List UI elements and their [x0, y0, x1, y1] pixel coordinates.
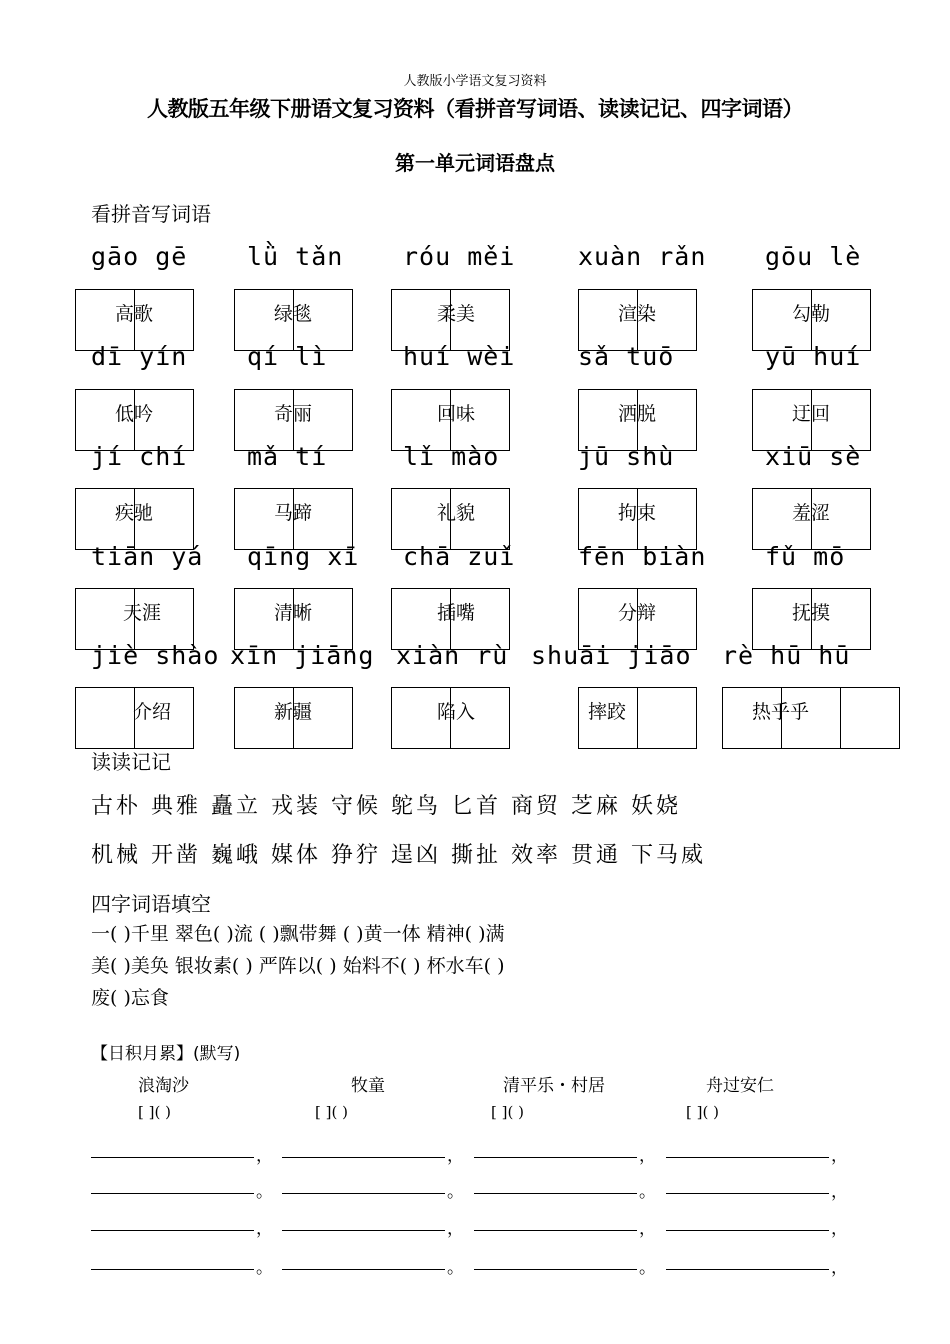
- answer-word: 新疆: [274, 701, 313, 723]
- line-punctuation: 。: [639, 1258, 656, 1278]
- writing-line[interactable]: [91, 1269, 254, 1270]
- pinyin-label: xiū sè: [765, 442, 862, 471]
- pinyin-label: qí lì: [247, 342, 328, 371]
- answer-word: 绿毯: [274, 303, 313, 325]
- writing-line[interactable]: [666, 1157, 829, 1158]
- writing-line[interactable]: [666, 1230, 829, 1231]
- answer-word: 奇丽: [274, 403, 313, 425]
- writing-box[interactable]: [722, 687, 900, 749]
- answer-word: 迂回: [792, 403, 831, 425]
- answer-word: 洒脱: [618, 403, 657, 425]
- answer-word: 分辩: [618, 602, 657, 624]
- pinyin-label: xīn jiāng: [230, 641, 375, 670]
- idiom-section-title: 四字词语填空: [91, 892, 211, 916]
- writing-line[interactable]: [474, 1269, 637, 1270]
- answer-word: 抚摸: [792, 602, 831, 624]
- accumulate-section-title: 【日积月累】(默写): [91, 1044, 241, 1064]
- line-punctuation: ，: [639, 1146, 656, 1166]
- writing-line[interactable]: [666, 1193, 829, 1194]
- answer-word: 天涯: [123, 602, 162, 624]
- answer-word: 马蹄: [274, 502, 313, 524]
- line-punctuation: ，: [831, 1146, 848, 1166]
- line-punctuation: 。: [256, 1182, 273, 1202]
- pinyin-label: yū huí: [765, 342, 862, 371]
- answer-word: 勾勒: [792, 303, 831, 325]
- line-punctuation: ，: [639, 1219, 656, 1239]
- read-row-2: 机械 开凿 巍峨 媒体 狰狞 逞凶 撕扯 效率 贯通 下马威: [91, 843, 706, 868]
- poem-title: 牧童: [351, 1076, 385, 1096]
- poem-title: 舟过安仁: [706, 1076, 774, 1096]
- answer-word: 渲染: [618, 303, 657, 325]
- page-header: 人教版小学语文复习资料: [403, 74, 547, 89]
- answer-word: 热乎乎: [752, 701, 810, 723]
- writing-cell[interactable]: [638, 688, 696, 748]
- poem-title: 清平乐・村居: [503, 1076, 605, 1096]
- pinyin-label: fēn biàn: [578, 542, 707, 571]
- writing-line[interactable]: [282, 1269, 445, 1270]
- writing-cell[interactable]: [76, 688, 135, 748]
- poem-author-bracket[interactable]: [ ]( ): [315, 1103, 348, 1121]
- line-punctuation: ，: [447, 1146, 464, 1166]
- line-punctuation: 。: [256, 1258, 273, 1278]
- line-punctuation: 。: [447, 1182, 464, 1202]
- writing-line[interactable]: [666, 1269, 829, 1270]
- read-section-title: 读读记记: [91, 750, 171, 774]
- pinyin-label: xuàn rǎn: [578, 242, 707, 271]
- answer-word: 回味: [437, 403, 476, 425]
- line-punctuation: 。: [639, 1182, 656, 1202]
- line-punctuation: 。: [447, 1258, 464, 1278]
- writing-line[interactable]: [474, 1157, 637, 1158]
- pinyin-label: huí wèi: [403, 342, 516, 371]
- pinyin-label: jí chí: [91, 442, 188, 471]
- writing-line[interactable]: [474, 1193, 637, 1194]
- answer-word: 陷入: [437, 701, 476, 723]
- writing-line[interactable]: [91, 1193, 254, 1194]
- line-punctuation: ，: [831, 1219, 848, 1239]
- answer-word: 拘束: [618, 502, 657, 524]
- pinyin-label: lǜ tǎn: [247, 242, 344, 271]
- answer-word: 高歌: [115, 303, 154, 325]
- pinyin-label: fǔ mō: [765, 542, 846, 571]
- pinyin-label: sǎ tuō: [578, 342, 675, 371]
- pinyin-label: chā zuǐ: [403, 542, 516, 571]
- answer-word: 疾驰: [115, 502, 154, 524]
- pinyin-label: dī yín: [91, 342, 188, 371]
- writing-line[interactable]: [282, 1193, 445, 1194]
- line-punctuation: ，: [831, 1258, 848, 1278]
- poem-author-bracket[interactable]: [ ]( ): [491, 1103, 524, 1121]
- line-punctuation: ，: [831, 1182, 848, 1202]
- poem-author-bracket[interactable]: [ ]( ): [686, 1103, 719, 1121]
- answer-word: 羞涩: [792, 502, 831, 524]
- writing-line[interactable]: [91, 1230, 254, 1231]
- poem-author-bracket[interactable]: [ ]( ): [138, 1103, 171, 1121]
- answer-word: 摔跤: [588, 701, 627, 723]
- pinyin-label: mǎ tí: [247, 442, 328, 471]
- writing-line[interactable]: [282, 1157, 445, 1158]
- idiom-row-1: 一( )千里 翠色( )流 ( )飘带舞 ( )黄一体 精神( )满: [91, 923, 505, 945]
- line-punctuation: ，: [256, 1146, 273, 1166]
- pinyin-label: jū shù: [578, 442, 675, 471]
- writing-line[interactable]: [91, 1157, 254, 1158]
- writing-cell[interactable]: [841, 688, 899, 748]
- pinyin-section-title: 看拼音写词语: [91, 202, 211, 226]
- pinyin-label: gōu lè: [765, 242, 862, 271]
- idiom-row-2: 美( )美奂 银妆素( ) 严阵以( ) 始料不( ) 杯水车( ): [91, 955, 505, 977]
- pinyin-label: rè hū hū: [722, 641, 851, 670]
- line-punctuation: ，: [256, 1219, 273, 1239]
- line-punctuation: ，: [447, 1219, 464, 1239]
- read-row-1: 古朴 典雅 矗立 戎装 守候 鸵鸟 匕首 商贸 芝麻 妖娆: [91, 794, 681, 819]
- pinyin-label: lǐ mào: [403, 442, 500, 471]
- answer-word: 低吟: [115, 403, 154, 425]
- pinyin-label: jiè shào: [91, 641, 220, 670]
- pinyin-label: tiān yá: [91, 542, 204, 571]
- page-title: 人教版五年级下册语文复习资料（看拼音写词语、读读记记、四字词语）: [147, 97, 803, 121]
- idiom-row-3: 废( )忘食: [91, 987, 169, 1009]
- pinyin-label: gāo gē: [91, 242, 188, 271]
- writing-line[interactable]: [474, 1230, 637, 1231]
- answer-word: 清晰: [274, 602, 313, 624]
- answer-word: 柔美: [437, 303, 476, 325]
- writing-line[interactable]: [282, 1230, 445, 1231]
- pinyin-label: qīng xī: [247, 542, 360, 571]
- pinyin-label: róu měi: [403, 242, 516, 271]
- pinyin-label: shuāi jiāo: [531, 641, 692, 670]
- poem-title: 浪淘沙: [138, 1076, 189, 1096]
- page-subtitle: 第一单元词语盘点: [395, 151, 555, 175]
- answer-word: 插嘴: [437, 602, 476, 624]
- pinyin-label: xiàn rù: [396, 641, 509, 670]
- answer-word: 介绍: [133, 701, 172, 723]
- answer-word: 礼貌: [437, 502, 476, 524]
